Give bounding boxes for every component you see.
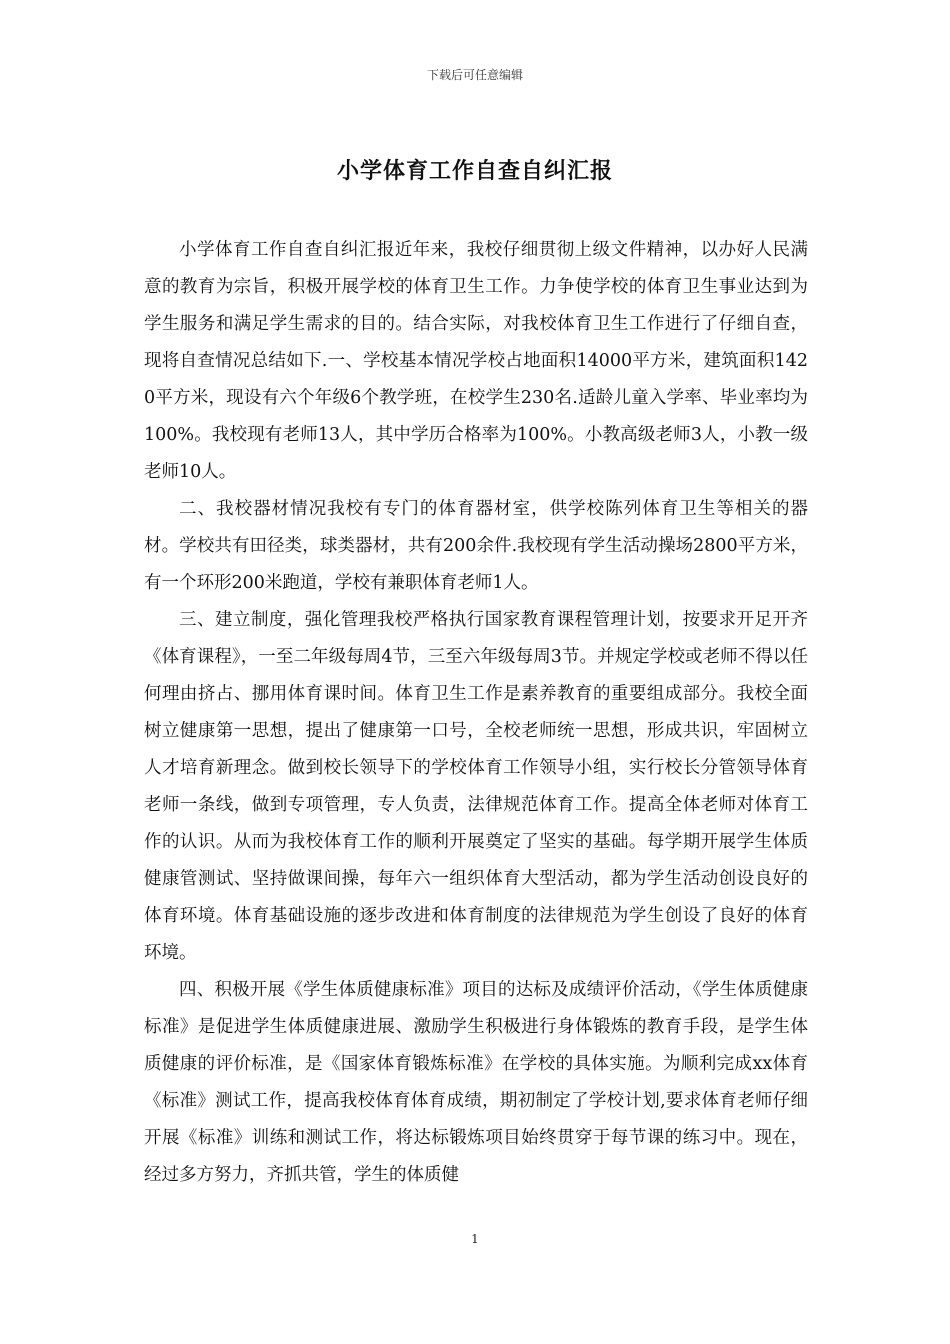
header-note: 下载后可任意编辑	[426, 68, 523, 82]
paragraph-4: 四、积极开展《学生体质健康标准》项目的达标及成绩评价活动，《学生体质健康标准》是促进学生体质健康进展、激励学生积极进行身体锻炼的教育手段，是学生体质健康的评价标准，是《国家体育锻炼标准》在学校的具体实施。为顺利完成xx体育《标准》测试工作，提高我校体育体育成绩，期初制定了学校计划,要求体育老师仔细开展《标准》训练和测试工作，将达标锻炼项目始终贯穿于每节课的练习中。现在，经过多方努力，齐抓共管，学生的体质健	[144, 980, 808, 1185]
paragraph-1: 小学体育工作自查自纠汇报近年来，我校仔细贯彻上级文件精神，以办好人民满意的教育为宗旨，积极开展学校的体育卫生工作。力争使学校的体育卫生事业达到为学生服务和满足学生需求的目的。结合实际，对我校体育卫生工作进行了仔细自查，现将自查情况总结如下.一、学校基本情况学校占地面积14000平方米，建筑面积1420平方米，现设有六个年级6个教学班，在校学生230名.适龄儿童入学率、毕业率均为100%。我校现有老师13人，其中学历合格率为100%。小教高级老师3人，小教一级老师10人。	[144, 240, 808, 482]
paragraph-3: 三、建立制度，强化管理我校严格执行国家教育课程管理计划，按要求开足开齐《体育课程》，一至二年级每周4节，三至六年级每周3节。并规定学校或老师不得以任何理由挤占、挪用体育课时间。体育卫生工作是素养教育的重要组成部分。我校全面树立健康第一思想，提出了健康第一口号，全校老师统一思想，形成共识，牢固树立人才培育新理念。做到校长领导下的学校体育工作领导小组，实行校长分管领导体育老师一条线，做到专项管理，专人负责，法律规范体育工作。提高全体老师对体育工作的认识。从而为我校体育工作的顺利开展奠定了坚实的基础。每学期开展学生体质健康管测试、坚持做课间操，每年六一组织体育大型活动，都为学生活动创设良好的体育环境。体育基础设施的逐步改进和体育制度的法律规范为学生创设了良好的体育环境。	[144, 610, 808, 963]
document-body	[144, 232, 808, 1194]
page-number: 1	[471, 1232, 479, 1246]
paragraph-2: 二、我校器材情况我校有专门的体育器材室，供学校陈列体育卫生等相关的器材。学校共有田径类，球类器材，共有200余件.我校现有学生活动操场2800平方米，有一个环形200米跑道，学校有兼职体育老师1人。	[144, 499, 808, 593]
document-title: 小学体育工作自查自纠汇报	[336, 159, 613, 184]
